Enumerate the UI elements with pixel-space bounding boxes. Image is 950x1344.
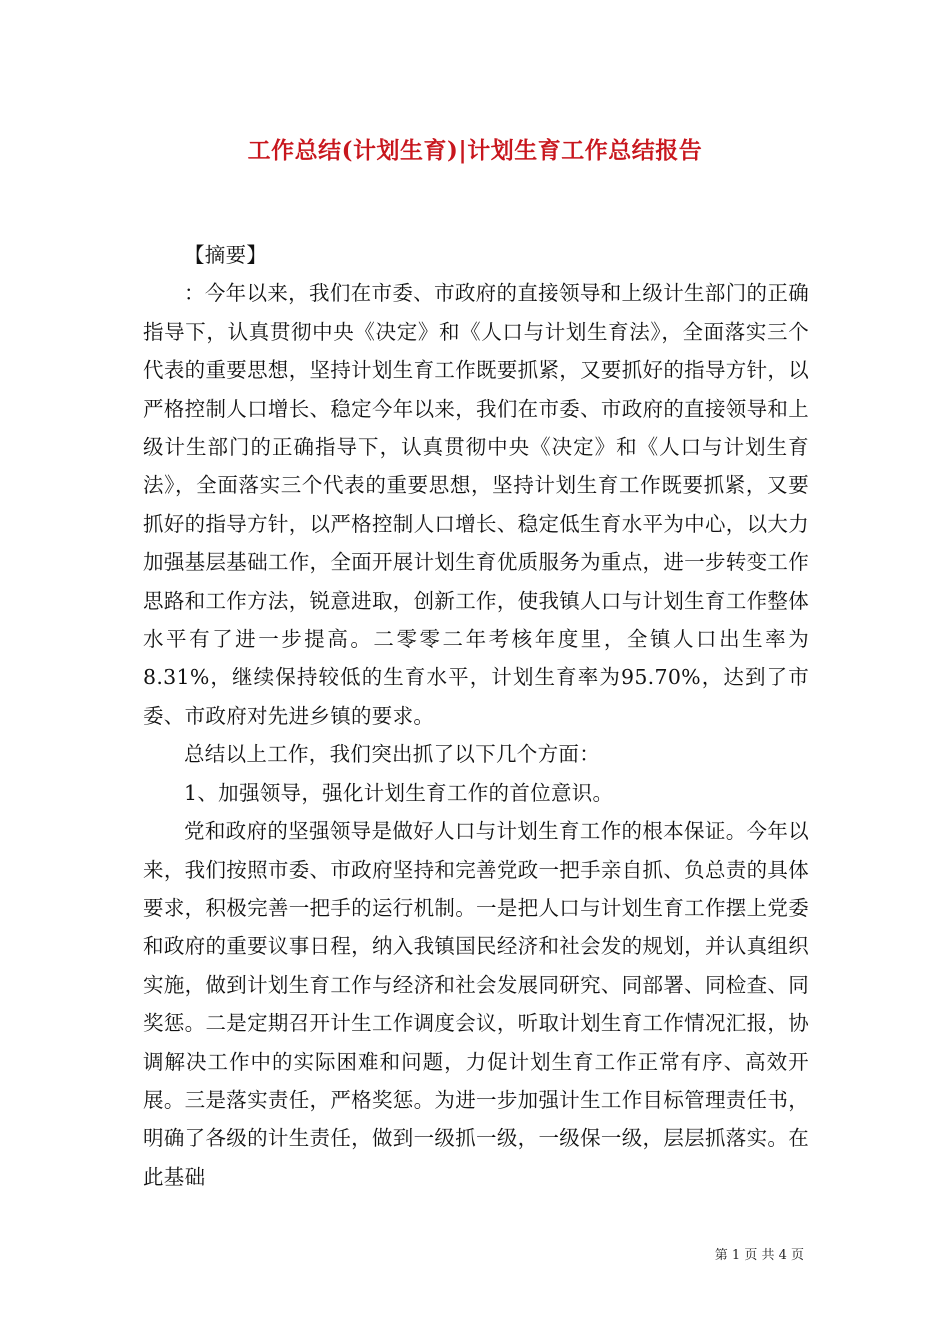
- paragraph-abstract: ：今年以来，我们在市委、市政府的直接领导和上级计生部门的正确指导下，认真贯彻中央《决定》和《人口与计划生育法》，全面落实三个代表的重要思想，坚持计划生育工作既要抓紧，又要抓好的指导方针，以严格控制人口增长、稳定今年以来，我们在市委、市政府的直接领导和上级计生部门的正确指导下，认真贯彻中央《决定》和《人口与计划生育法》，全面落实三个代表的重要思想，坚持计划生育工作既要抓紧，又要抓好的指导方针，以严格控制人口增长、稳定低生育水平为中心，以大力加强基层基础工作，全面开展计划生育优质服务为重点，进一步转变工作思路和工作方法，锐意进取，创新工作，使我镇人口与计划生育工作整体水平有了进一步提高。二零零二年考核年度里，全镇人口出生率为8.31%，继续保持较低的生育水平，计划生育率为95.70%，达到了市委、市政府对先进乡镇的要求。: [143, 281, 809, 728]
- abstract-heading: 【摘要】: [184, 243, 268, 267]
- page-number: 第 1 页 共 4 页: [714, 1248, 804, 1263]
- document-body: [143, 236, 809, 1196]
- paragraph-summary-intro: 总结以上工作，我们突出抓了以下几个方面：: [184, 742, 600, 767]
- paragraph-leadership: 党和政府的坚强领导是做好人口与计划生育工作的根本保证。今年以来，我们按照市委、市政府坚持和完善党政一把手亲自抓、负总责的具体要求，积极完善一把手的运行机制。一是把人口与计划生育工作摆上党委和政府的重要议事日程，纳入我镇国民经济和社会发的规划，并认真组织实施，做到计划生育工作与经济和社会发展同研究、同部署、同检查、同奖惩。二是定期召开计生工作调度会议，听取计划生育工作情况汇报，协调解决工作中的实际困难和问题，力促计划生育工作正常有序、高效开展。三是落实责任，严格奖惩。为进一步加强计生工作目标管理责任书，明确了各级的计生责任，做到一级抓一级，一级保一级，层层抓落实。在此基础: [143, 819, 809, 1189]
- section-heading-1: 1、加强领导，强化计划生育工作的首位意识。: [184, 780, 614, 805]
- document-title: 工作总结(计划生育)|计划生育工作总结报告: [247, 137, 703, 164]
